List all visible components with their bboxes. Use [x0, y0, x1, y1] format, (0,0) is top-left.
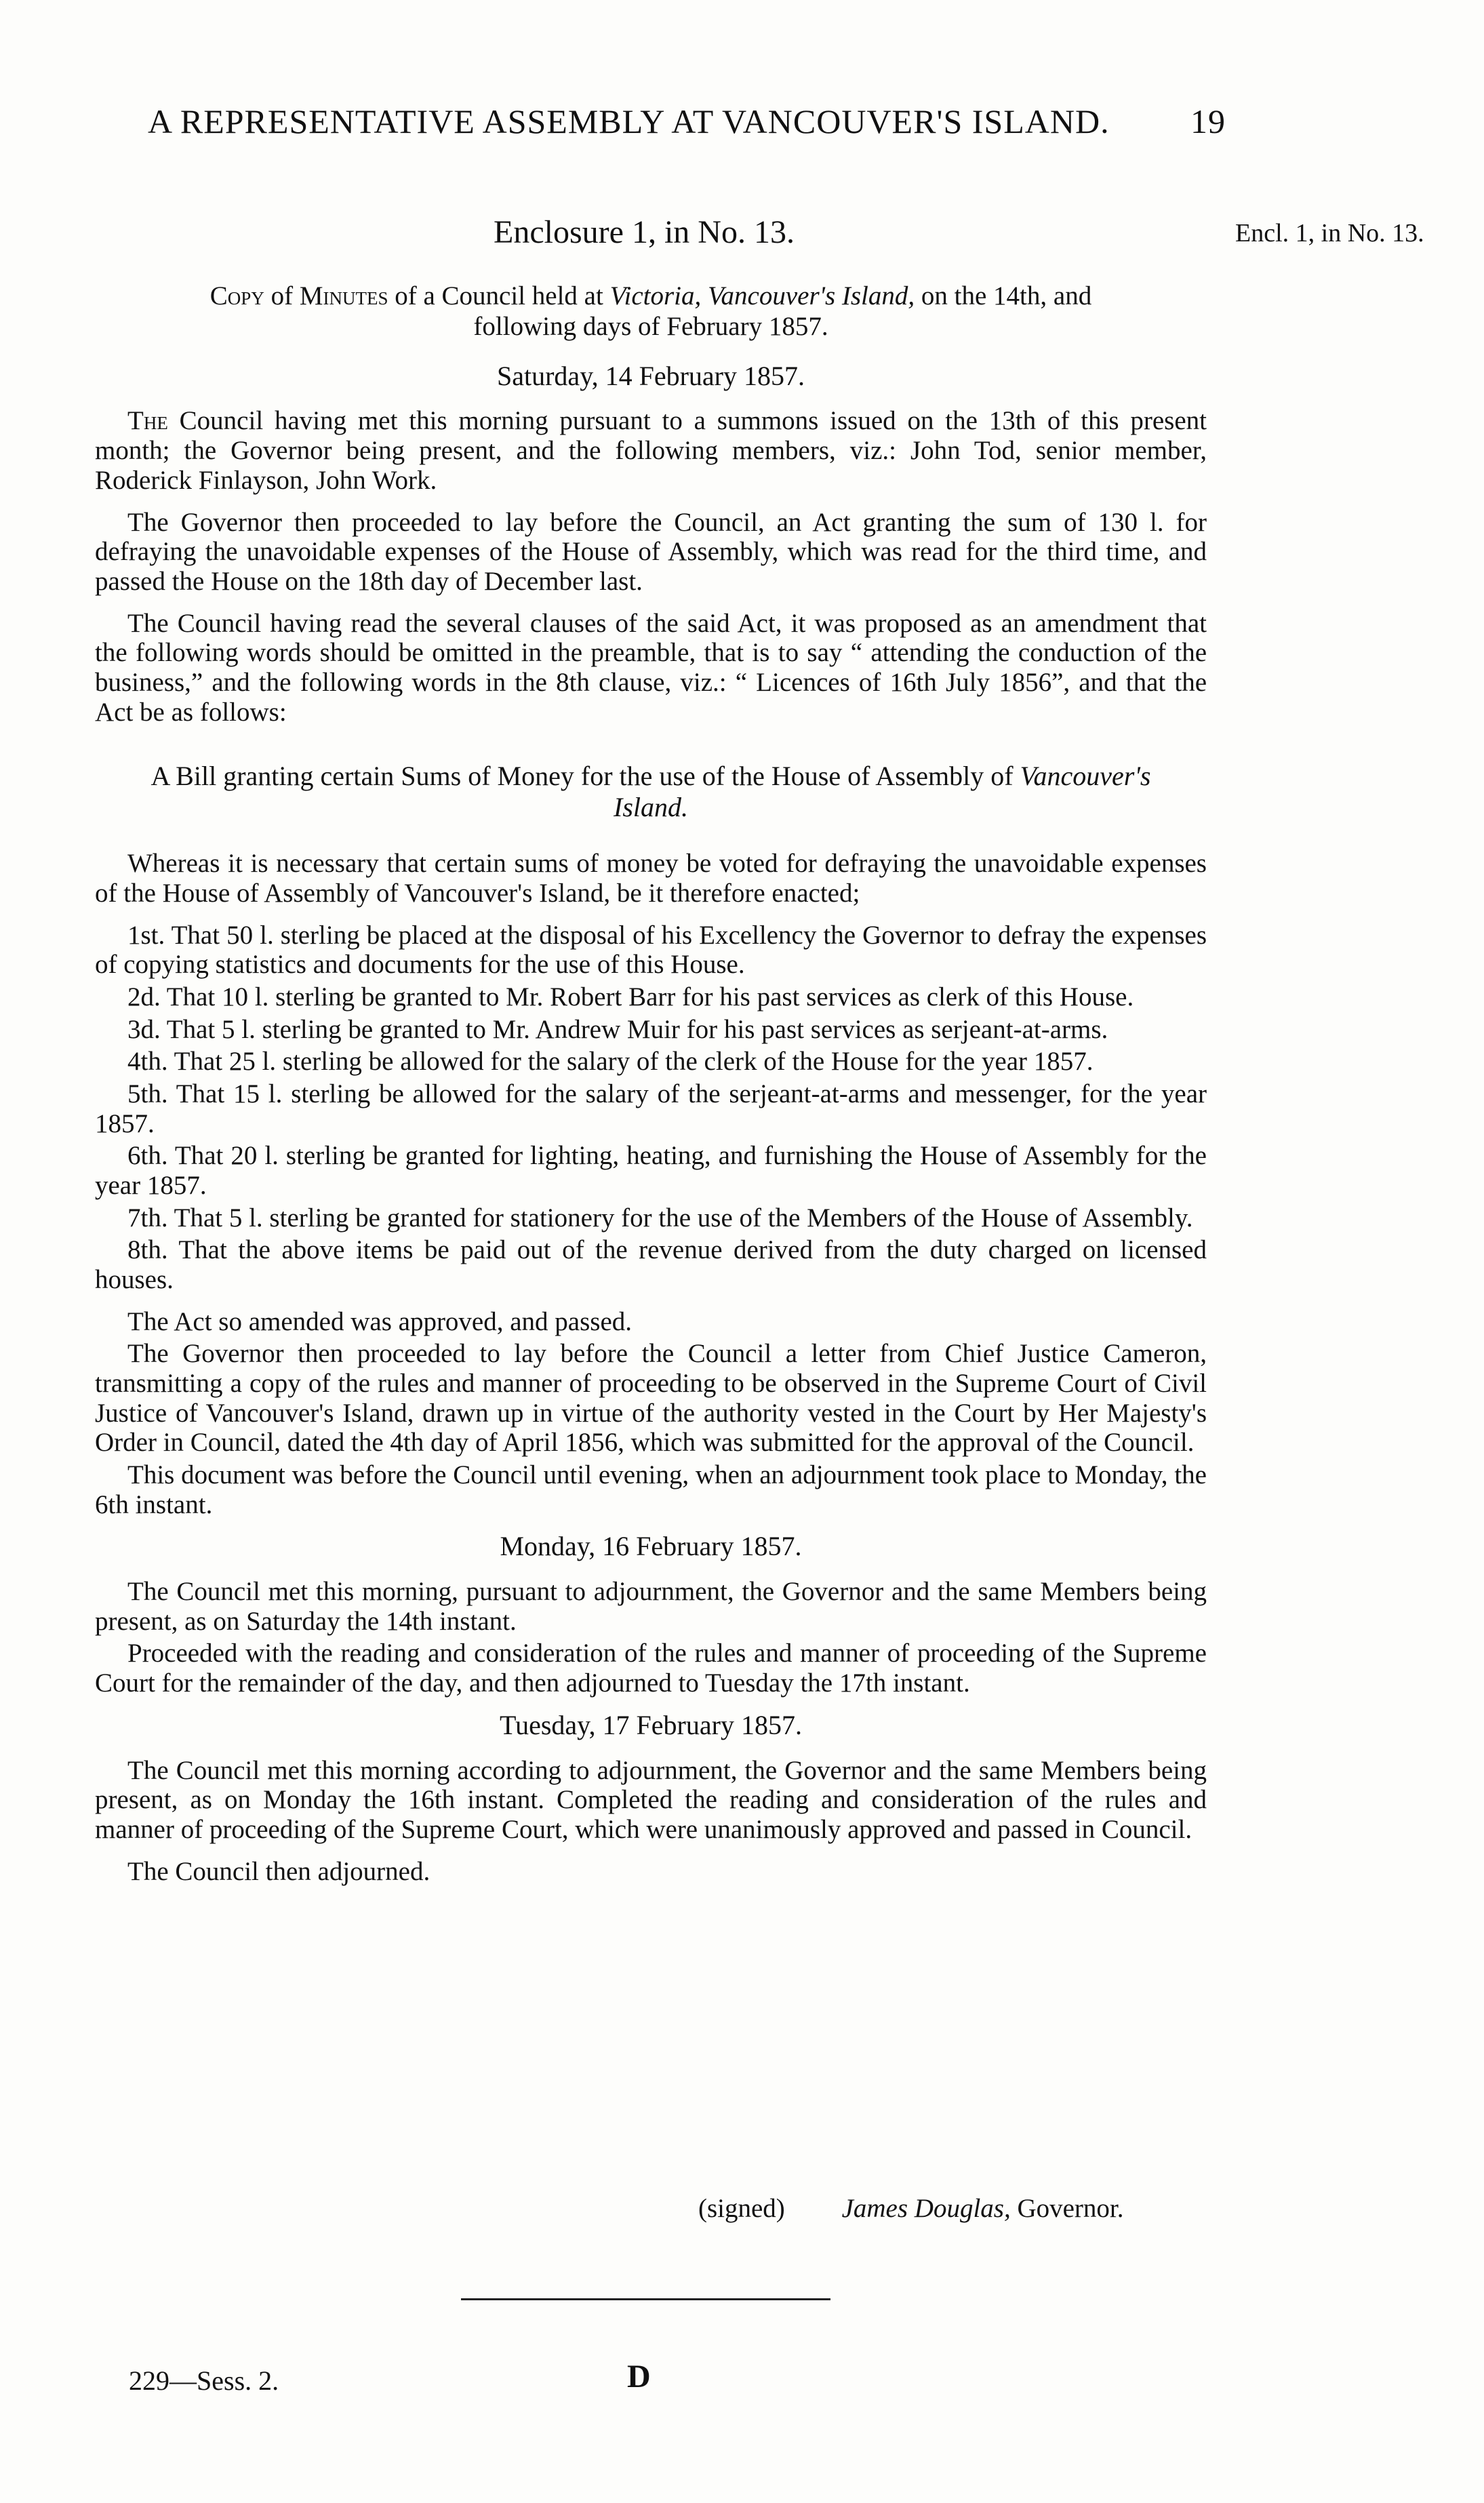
- footer-signature-mark: D: [627, 2359, 651, 2395]
- bill-clause: 6th. That 20 l. sterling be granted for lighting, heating, and furnishing the House of Assembly for the year 1857.: [95, 1141, 1207, 1200]
- saturday-paragraph-2: The Governor then proceeded to lay before the Council, an Act granting the sum of 130 l. for defraying the unavoidable expenses of the House of Assembly, which was read for the third time, and passed the House on the 18th day of December last.: [95, 507, 1207, 596]
- running-head-title: A REPRESENTATIVE ASSEMBLY AT VANCOUVER'S ISLAND.: [148, 102, 1110, 140]
- monday-paragraph-1: The Council met this morning, pursuant to adjournment, the Governor and the same Members being present, as on Saturday the 14th instant.: [95, 1577, 1207, 1636]
- of-word: of: [270, 281, 294, 311]
- document-body: [95, 281, 1207, 1898]
- signature-line: [698, 2193, 1186, 2224]
- margin-note: Encl. 1, in No. 13.: [1235, 219, 1424, 247]
- running-head: [148, 102, 1226, 141]
- saturday-after-3: This document was before the Council until evening, when an adjournment took place to Monday, the 6th instant.: [95, 1460, 1207, 1519]
- bill-clause: 7th. That 5 l. sterling be granted for stationery for the use of the Members of the House of Assembly.: [127, 1203, 1193, 1233]
- bill-title-text: A Bill granting certain Sums of Money for the use of the House of Assembly of: [151, 761, 1014, 792]
- minutes-caption: [95, 281, 1207, 342]
- bill-title: [136, 761, 1166, 823]
- enclosure-title: Enclosure 1, in No. 13.: [494, 214, 795, 250]
- saturday-paragraph-1-text: Council having met this morning pursuant to a summons issued on the 13th of this present month; the Governor being present, and the following members, viz.: John Tod, senior member, Roderick Finlayson, John Work.: [95, 406, 1207, 495]
- saturday-paragraph-1: [95, 406, 1207, 495]
- saturday-heading: Saturday, 14 February 1857.: [497, 360, 805, 391]
- signed-label: (signed): [698, 2194, 785, 2223]
- the-word: The: [127, 406, 168, 436]
- monday-heading: Monday, 16 February 1857.: [500, 1531, 802, 1562]
- bill-clause: 5th. That 15 l. sterling be allowed for the salary of the serjeant-at-arms and messenger, for the year 1857.: [95, 1079, 1207, 1138]
- bill-clause: 8th. That the above items be paid out of the revenue derived from the duty charged on licensed houses.: [95, 1235, 1207, 1294]
- tuesday-paragraph-2: The Council then adjourned.: [127, 1856, 430, 1886]
- signatory-title: Governor.: [1017, 2194, 1124, 2223]
- bill-title-place: Vancouver's Island.: [614, 761, 1151, 823]
- bill-clause: 4th. That 25 l. sterling be allowed for the salary of the clerk of the House for the year 1857.: [127, 1047, 1094, 1077]
- footer-session: 229—Sess. 2.: [129, 2365, 279, 2396]
- monday-paragraph-2: Proceeded with the reading and consideration of the rules and manner of proceeding of the Supreme Court for the remainder of the day, and then adjourned to Tuesday the 17th instant.: [95, 1639, 1207, 1698]
- saturday-paragraph-3: The Council having read the several clauses of the said Act, it was proposed as an amendment that the following words should be omitted in the preamble, that is to say “ attending the conduction of the business,” and the following words in the 8th clause, viz.: “ Licences of 16th July 1856”, and that the Act be as follows:: [95, 608, 1207, 727]
- bill-clause: 2d. That 10 l. sterling be granted to Mr. Robert Barr for his past services as clerk of this House.: [127, 982, 1134, 1012]
- bill-clause: 3d. That 5 l. sterling be granted to Mr. Andrew Muir for his past services as serjeant-at-arms.: [127, 1014, 1108, 1044]
- minutes-word: Minutes: [299, 281, 388, 311]
- copy-word: Copy: [209, 281, 264, 311]
- bill-preamble: Whereas it is necessary that certain sums of money be voted for defraying the unavoidable expenses of the House of Assembly of Vancouver's Island, be it therefore enacted;: [95, 849, 1207, 908]
- saturday-after-1: The Act so amended was approved, and passed.: [127, 1306, 633, 1336]
- signatory-name: James Douglas,: [841, 2194, 1011, 2223]
- tuesday-paragraph-1: The Council met this morning according to adjournment, the Governor and the same Members being present, as on Monday the 16th instant. Completed the reading and consideration of the rules and manner of proceeding of the Supreme Court, which were unanimously approved and passed in Council.: [95, 1755, 1207, 1844]
- caption-place-victoria: Victoria,: [609, 281, 702, 311]
- caption-place-island: Vancouver's Island,: [708, 281, 915, 311]
- tuesday-heading: Tuesday, 17 February 1857.: [500, 1709, 802, 1740]
- bill-clause: 1st. That 50 l. sterling be placed at the disposal of his Excellency the Governor to defray the expenses of copying statistics and documents for the use of this House.: [95, 920, 1207, 980]
- section-rule: [461, 2298, 830, 2300]
- caption-text-a: of a Council held at: [395, 281, 603, 311]
- saturday-after-2: The Governor then proceeded to lay before the Council a letter from Chief Justice Cameron, transmitting a copy of the rules and manner of proceeding to be observed in the Supreme Court of Civil Justice of Vancouver's Island, drawn up in virtue of the authority vested in the Court by Her Majesty's Order in Council, dated the 4th day of April 1856, which was submitted for the approval of the Council.: [95, 1339, 1207, 1458]
- page-number: 19: [1190, 102, 1226, 140]
- caption-text-b: on the 14th, and following days of February 1857.: [473, 281, 1092, 341]
